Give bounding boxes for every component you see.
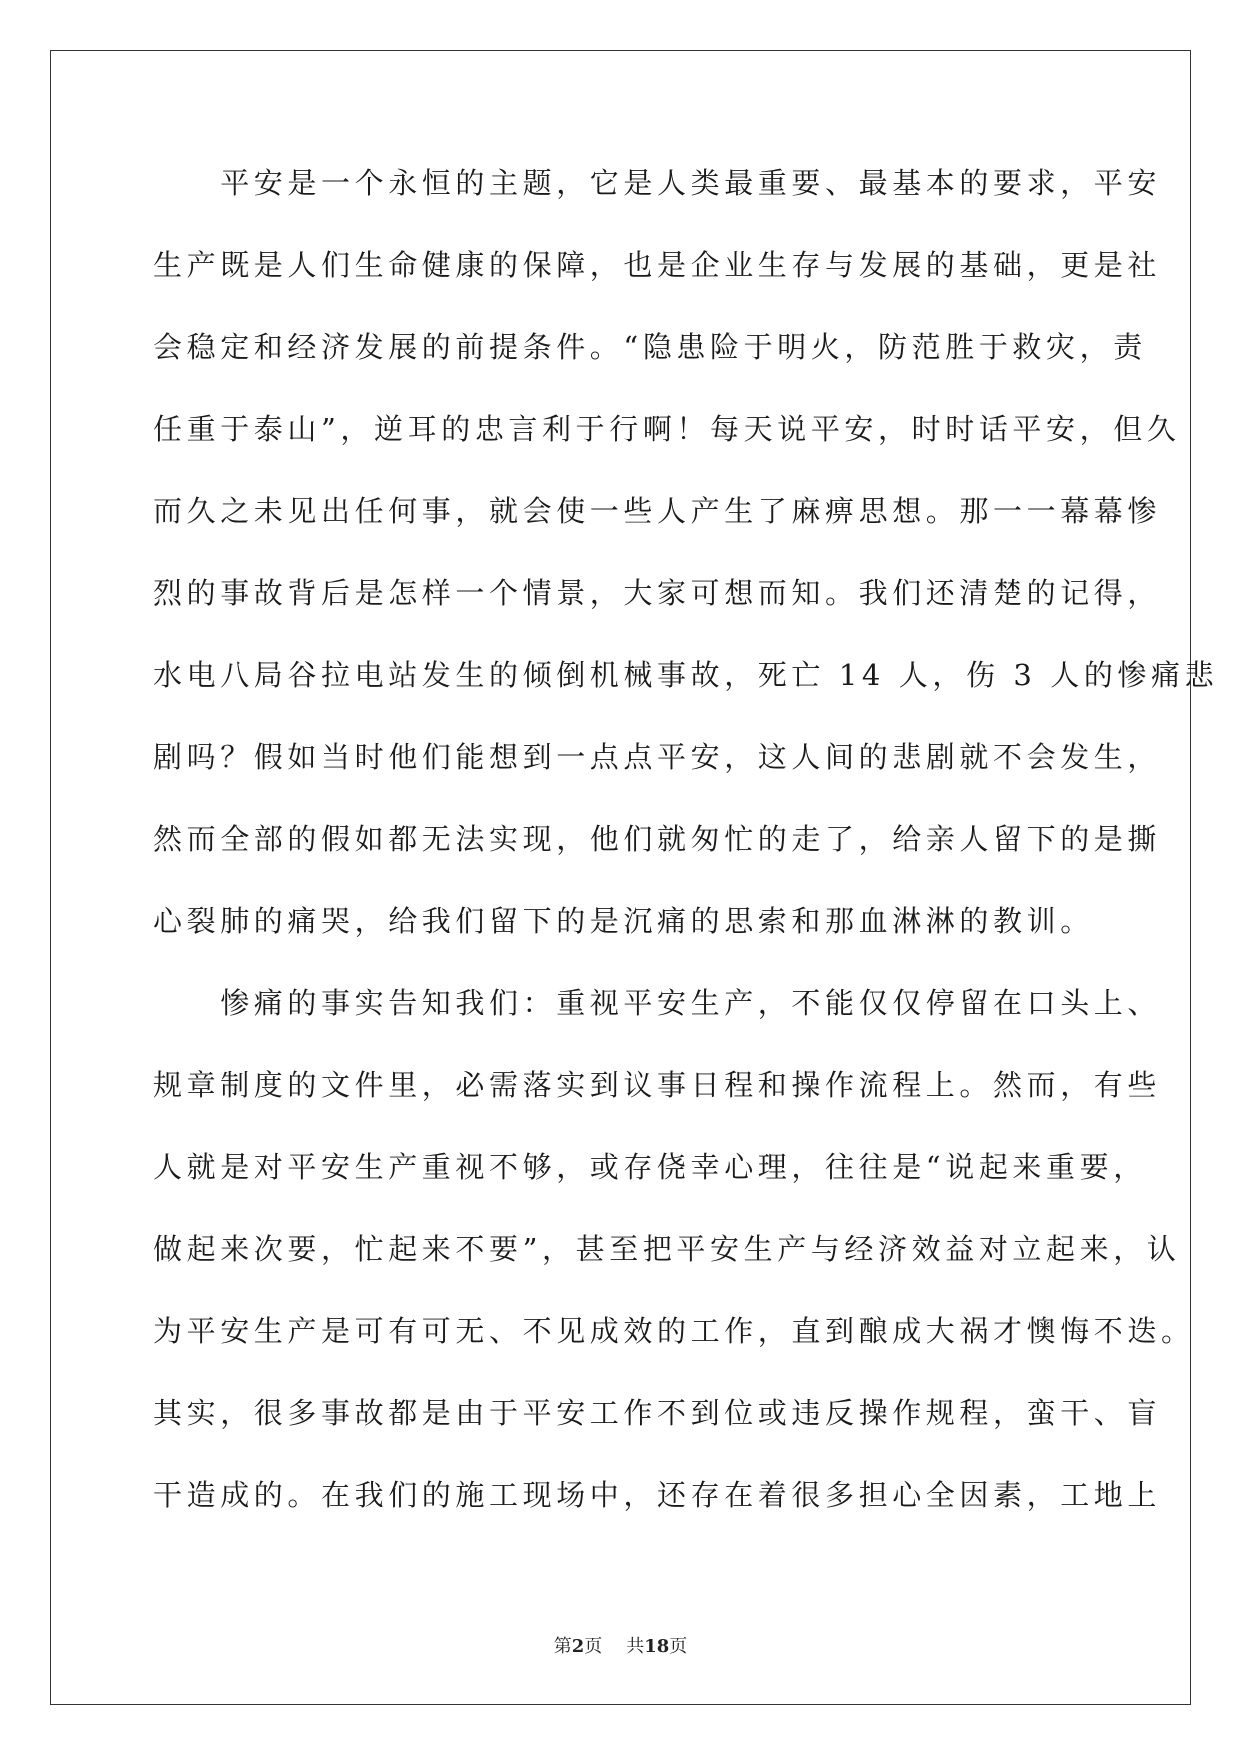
- text-line: 平安是一个永恒的主题，它是人类最重要、最基本的要求，平安: [153, 166, 1162, 200]
- page-footer: [0, 1635, 1241, 1659]
- text-line: 水电八局谷拉电站发生的倾倒机械事故，死亡 14 人，伤 3 人的惨痛悲: [153, 658, 1219, 692]
- text-line: 其实，很多事故都是由于平安工作不到位或违反操作规程，蛮干、盲: [153, 1396, 1162, 1430]
- text-line: 为平安生产是可有可无、不见成效的工作，直到酿成大祸才懊悔不迭。: [153, 1314, 1195, 1348]
- footer-total-prefix: 共: [626, 1636, 645, 1657]
- text-line: 惨痛的事实告知我们：重视平安生产，不能仅仅停留在口头上、: [153, 986, 1162, 1020]
- text-line: 心裂肺的痛哭，给我们留下的是沉痛的思索和那血淋淋的教训。: [153, 904, 1094, 938]
- text-line: 任重于泰山”，逆耳的忠言利于行啊！每天说平安，时时话平安，但久: [153, 412, 1181, 446]
- footer-total-suffix: 页: [669, 1636, 688, 1657]
- text-line: 生产既是人们生命健康的保障，也是企业生存与发展的基础，更是社: [153, 248, 1162, 282]
- total-pages: 18: [644, 1636, 670, 1657]
- text-line: 然而全部的假如都无法实现，他们就匆忙的走了，给亲人留下的是撕: [153, 822, 1162, 856]
- page-number: 2: [571, 1636, 585, 1657]
- text-line: 烈的事故背后是怎样一个情景，大家可想而知。我们还清楚的记得，: [153, 576, 1162, 610]
- text-line: 而久之未见出任何事，就会使一些人产生了麻痹思想。那一一幕幕惨: [153, 494, 1162, 528]
- document-body: [153, 163, 1219, 1557]
- text-line: 剧吗？假如当时他们能想到一点点平安，这人间的悲剧就不会发生，: [153, 740, 1162, 774]
- text-line: 规章制度的文件里，必需落实到议事日程和操作流程上。然而，有些: [153, 1068, 1162, 1102]
- text-line: 会稳定和经济发展的前提条件。“隐患险于明火，防范胜于救灾，责: [153, 330, 1147, 364]
- text-line: 干造成的。在我们的施工现场中，还存在着很多担心全因素，工地上: [153, 1478, 1162, 1512]
- footer-prefix: 第: [553, 1636, 572, 1657]
- footer-page-suffix: 页: [584, 1636, 603, 1657]
- text-line: 人就是对平安生产重视不够，或存侥幸心理，往往是“说起来重要，: [153, 1150, 1147, 1184]
- text-line: 做起来次要，忙起来不要”，甚至把平安生产与经济效益对立起来，认: [153, 1232, 1181, 1266]
